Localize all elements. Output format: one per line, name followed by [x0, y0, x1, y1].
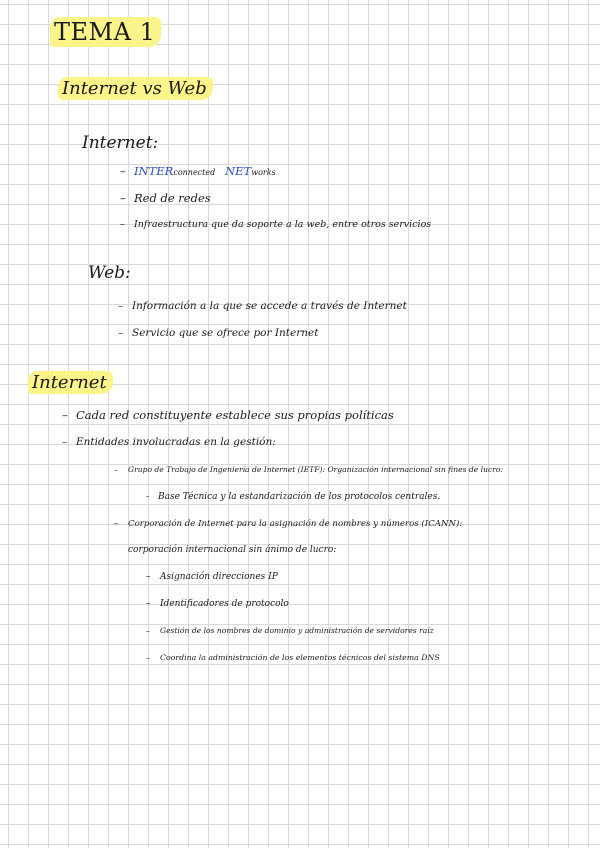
internet-heading: Internet: [82, 133, 159, 153]
inter-prefix: INTER [134, 164, 174, 178]
section2-item-1 [62, 408, 394, 422]
icann-item-4 [146, 653, 440, 662]
section2-item-2-text: Entidades involucradas en la gestión: [76, 436, 276, 448]
icann-line-1 [114, 519, 462, 529]
bullet: - [146, 492, 150, 502]
dash: – [146, 626, 150, 635]
internet-item-2-text: Red de redes [134, 191, 211, 205]
ietf-sub [146, 492, 440, 502]
inter-middle: connected [173, 168, 218, 177]
dash: – [146, 572, 151, 582]
icann-item-2-text: Identificadores de protocolo [160, 599, 289, 609]
icann-item-1-text: Asignación direcciones IP [160, 572, 278, 582]
dash: – [120, 219, 125, 230]
subtitle [58, 78, 213, 99]
web-item-2 [118, 327, 318, 339]
subtitle-text: Internet vs Web [58, 77, 213, 100]
icann-line-2-text: corporación internacional sin ánimo de lucro: [128, 545, 337, 555]
web-heading: Web: [88, 263, 131, 283]
page-title [50, 18, 161, 46]
dash: – [146, 599, 151, 609]
section2-item-1-text: Cada red constituyente establece sus propias políticas [76, 408, 394, 422]
page-title-text: TEMA 1 [50, 17, 161, 47]
icann-line-2 [128, 545, 336, 555]
web-item-1 [118, 300, 407, 312]
dash: – [114, 465, 118, 474]
icann-item-3 [146, 626, 434, 635]
internet-item-3-text: Infraestructura que da soporte a la web, entre otros servicios [134, 219, 432, 230]
icann-item-1 [146, 572, 278, 582]
section2-heading-text: Internet [28, 371, 113, 394]
ietf-line [114, 465, 503, 474]
ietf-text: Grupo de Trabajo de Ingeniería de Internet (IETF): Organización internacional sin fines de lucro: [128, 465, 504, 474]
icann-line-1-text: Corporación de Internet para la asignación de nombres y números (ICANN): [128, 519, 463, 529]
dash: – [118, 300, 124, 312]
icann-item-2 [146, 599, 289, 609]
internet-item-2 [120, 191, 211, 205]
dash: – [118, 327, 124, 339]
icann-item-3-text: Gestión de los nombres de dominio y administración de servidores raíz [160, 626, 434, 635]
web-item-2-text: Servicio que se ofrece por Internet [132, 327, 319, 339]
ietf-sub-text: Base Técnica y la estandarización de los protocolos centrales. [158, 492, 441, 502]
net-prefix: NET [225, 164, 252, 178]
web-item-1-text: Información a la que se accede a través de Internet [132, 300, 407, 312]
net-tail: works [251, 168, 276, 177]
icann-item-4-text: Coordina la administración de los elementos técnicos del sistema DNS [160, 653, 440, 662]
internet-item-1 [120, 164, 276, 178]
section2-item-2 [62, 436, 276, 448]
dash: – [62, 436, 68, 448]
section2-heading [28, 372, 113, 393]
dash: – [120, 191, 126, 205]
dash: – [120, 164, 126, 178]
internet-item-3 [120, 219, 431, 230]
dash: – [114, 519, 119, 529]
dash: – [146, 653, 150, 662]
dash: – [62, 408, 68, 422]
